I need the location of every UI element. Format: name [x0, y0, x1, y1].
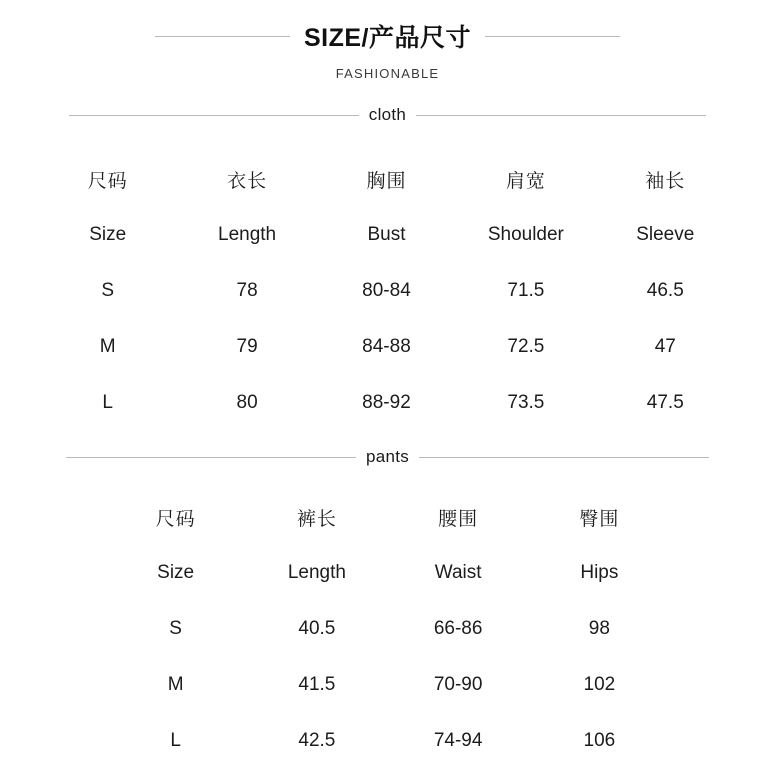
table-cell: 70-90	[433, 674, 483, 695]
table-cell: 71.5	[507, 280, 545, 301]
table-cell: 98	[588, 618, 610, 639]
table-cell: 40.5	[298, 618, 336, 639]
table-cell: 47	[654, 336, 676, 357]
section-divider-cloth	[0, 105, 775, 125]
table-cell: 72.5	[507, 336, 545, 357]
table-row	[105, 545, 670, 601]
table-cell: L	[170, 730, 181, 751]
table-cell: Shoulder	[487, 224, 564, 245]
table-cell: 66-86	[433, 618, 483, 639]
section-rule-right-pants	[419, 457, 709, 458]
table-cell: 106	[583, 730, 616, 751]
section-rule-left-cloth	[69, 115, 359, 116]
table-cell: S	[101, 280, 115, 301]
page-title: SIZE/产品尺寸	[303, 24, 471, 52]
header-title-row	[0, 18, 775, 54]
table-cell: 78	[236, 280, 258, 301]
table-cell: 80-84	[362, 280, 411, 301]
table-cell: 尺码	[155, 508, 196, 530]
table-row	[38, 207, 735, 263]
table-cell: 袖长	[645, 170, 686, 192]
header-rule-left	[155, 36, 290, 37]
header-rule-right	[485, 36, 620, 37]
table-cell: Size	[89, 224, 127, 245]
table-row	[105, 489, 670, 545]
table-row	[38, 375, 735, 431]
table-cell: 46.5	[646, 280, 684, 301]
table-cell: L	[102, 392, 113, 413]
section-divider-pants	[0, 447, 775, 467]
table-cell: Sleeve	[636, 224, 695, 245]
table-cell: 102	[583, 674, 616, 695]
table-cell: 88-92	[362, 392, 411, 413]
pants-table-block	[0, 489, 775, 769]
section-label-pants: pants	[365, 447, 410, 466]
table-cell: Bust	[367, 224, 406, 245]
table-cell: Size	[157, 562, 195, 583]
table-row	[105, 601, 670, 657]
table-cell: 臀围	[579, 508, 620, 530]
table-cell: 衣长	[227, 170, 268, 192]
page-subtitle: FASHIONABLE	[335, 66, 440, 81]
table-cell: 74-94	[433, 730, 483, 751]
table-cell: 47.5	[646, 392, 684, 413]
table-cell: 裤长	[296, 508, 337, 530]
table-cell: M	[167, 674, 184, 695]
table-row	[38, 319, 735, 375]
table-cell: 42.5	[298, 730, 336, 751]
table-cell: Length	[218, 224, 277, 245]
section-rule-right-cloth	[416, 115, 706, 116]
table-row	[105, 657, 670, 713]
table-cell: M	[99, 336, 116, 357]
table-cell: 胸围	[366, 170, 407, 192]
pants-size-table	[105, 489, 670, 769]
table-cell: Length	[287, 562, 346, 583]
table-cell: 80	[236, 392, 258, 413]
table-cell: Waist	[434, 562, 482, 583]
table-row	[38, 263, 735, 319]
table-cell: 肩宽	[505, 170, 546, 192]
table-cell: Hips	[580, 562, 619, 583]
cloth-size-table	[38, 151, 735, 431]
table-cell: S	[169, 618, 182, 639]
cloth-table-block	[0, 151, 775, 431]
table-cell: 腰围	[438, 508, 479, 530]
table-cell: 73.5	[507, 392, 545, 413]
table-cell: 79	[236, 336, 258, 357]
section-rule-left-pants	[66, 457, 356, 458]
table-cell: 尺码	[87, 170, 128, 192]
table-cell: 41.5	[298, 674, 336, 695]
table-cell: 84-88	[362, 336, 411, 357]
table-row	[38, 151, 735, 207]
page-header	[0, 0, 775, 81]
section-label-cloth: cloth	[368, 105, 407, 124]
table-row	[105, 713, 670, 769]
